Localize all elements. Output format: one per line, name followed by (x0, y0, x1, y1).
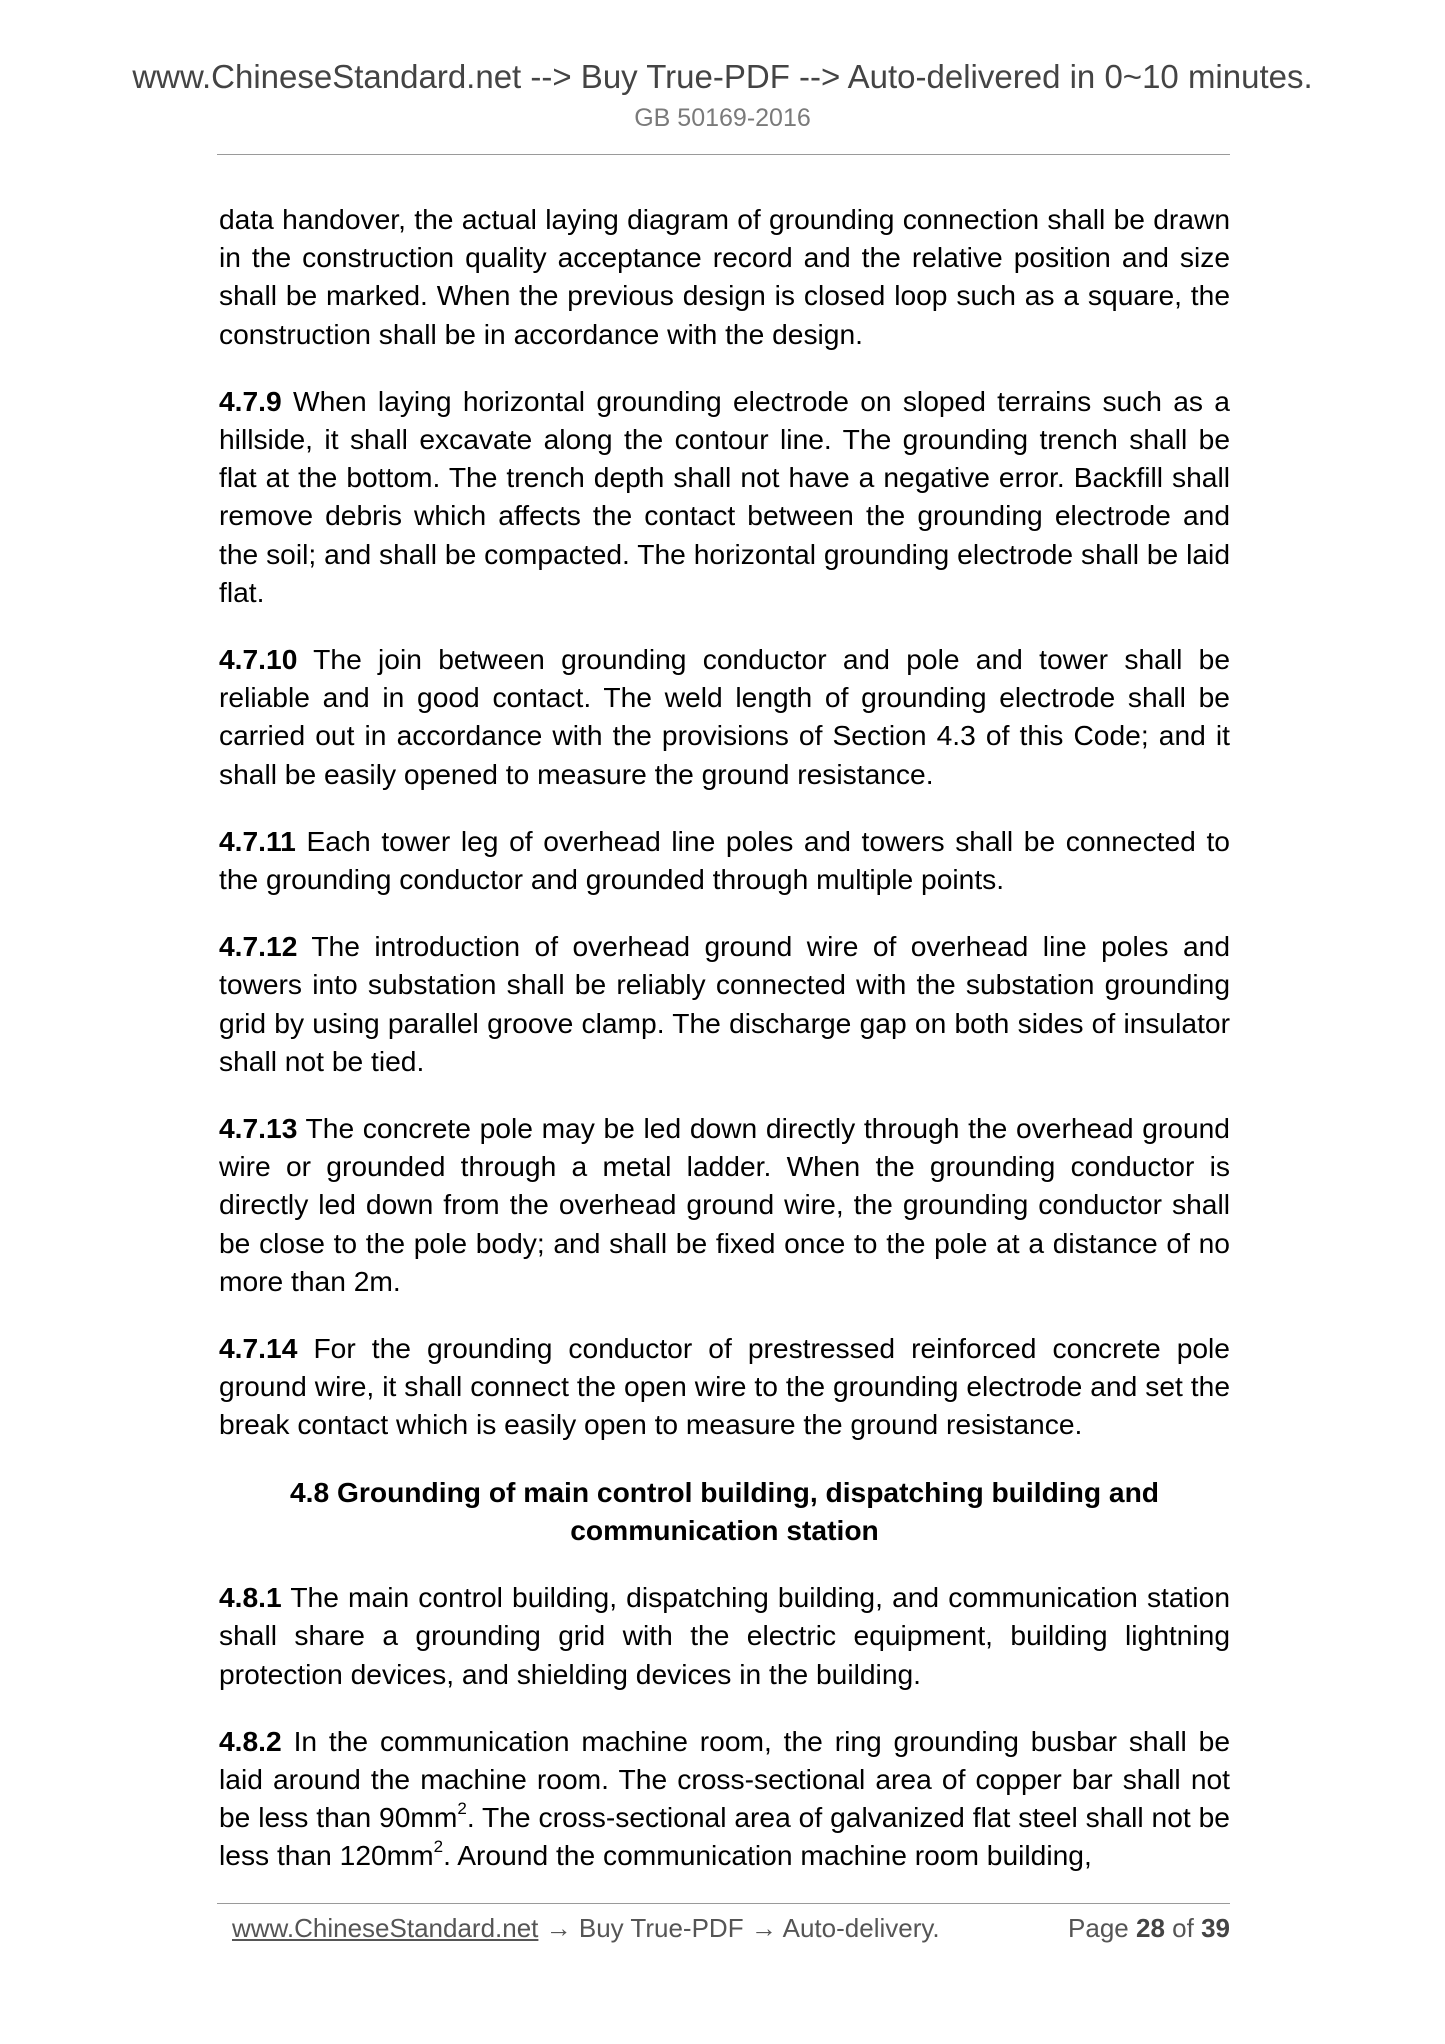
page-label: Page (1068, 1913, 1129, 1943)
clause-number: 4.8.1 (219, 1581, 282, 1614)
superscript: 2 (433, 1836, 444, 1856)
clause-4-7-11 (219, 822, 1230, 898)
clause-number: 4.7.9 (219, 384, 282, 417)
of-label: of (1172, 1913, 1194, 1943)
footer-divider (217, 1903, 1230, 1904)
clause-text: The join between grounding conductor and pole and tower shall be reliable and in good contact. The weld length of grounding electrode shall be carried out in accordance with the provisions of Section 4.3 of this Code; and it shall be easily opened to measure the ground resistance. (219, 643, 1230, 790)
header-banner[interactable]: www.ChineseStandard.net --> Buy True-PDF --> Auto-delivered in 0~10 minutes. (132, 58, 1313, 95)
page-total: 39 (1201, 1913, 1230, 1943)
clause-number: 4.7.13 (219, 1112, 298, 1145)
clause-4-7-10 (219, 640, 1230, 793)
clause-text: In the communication machine room, the ring grounding busbar shall be laid around the machine room. The cross-sectional area of copper bar shall not be less than 90mm (219, 1724, 1230, 1834)
clause-text: The main control building, dispatching building, and communication station shall share a grounding grid with the electric equipment, building lightning protection devices, and shielding devices in the building. (219, 1581, 1230, 1690)
footer-site-link[interactable]: www.ChineseStandard.net (232, 1913, 539, 1943)
clause-4-8-2 (219, 1722, 1230, 1875)
footer-buy-text: Buy True-PDF (578, 1913, 744, 1943)
page-body (219, 200, 1230, 1904)
section-heading-4-8: 4.8 Grounding of main control building, dispatching building and communication station (289, 1475, 1160, 1546)
arrow-icon: → (750, 1913, 777, 1943)
clause-number: 4.8.2 (219, 1724, 282, 1757)
clause-4-7-13 (219, 1109, 1230, 1300)
clause-4-7-9 (219, 382, 1230, 611)
clause-text: . Around the communication machine room building, (443, 1839, 1092, 1872)
clause-number: 4.7.10 (219, 643, 298, 676)
header-divider (217, 154, 1230, 155)
clause-number: 4.7.14 (219, 1332, 298, 1365)
page-footer (232, 1908, 1230, 1948)
clause-text: When laying horizontal grounding electrode on sloped terrains such as a hillside, it shall excavate along the contour line. The grounding trench shall be flat at the bottom. The trench depth shall not have a negative error. Backfill shall remove debris which affects the contact between the grounding electrode and the soil; and shall be compacted. The horizontal grounding electrode shall be laid flat. (219, 384, 1230, 608)
clause-text: For the grounding conductor of prestressed reinforced concrete pole ground wire, it shall connect the open wire to the grounding electrode and set the break contact which is easily open to measure the ground resistance. (219, 1332, 1230, 1441)
page-indicator (1068, 1908, 1230, 1948)
superscript: 2 (457, 1798, 467, 1818)
clause-number: 4.7.11 (219, 824, 296, 857)
clause-4-7-12 (219, 927, 1230, 1080)
footer-delivery-text: Auto-delivery. (782, 1913, 940, 1943)
clause-text: . The cross-sectional area of galvanized flat steel shall not be less than 120mm (219, 1801, 1230, 1872)
clause-text: Each tower leg of overhead line poles and towers shall be connected to the grounding conductor and grounded through multiple points. (219, 824, 1230, 896)
clause-number: 4.7.12 (219, 930, 298, 963)
arrow-icon: → (545, 1913, 572, 1943)
paragraph-continued (219, 200, 1230, 353)
clause-text: The introduction of overhead ground wire of overhead line poles and towers into substation shall be reliably connected with the substation grounding grid by using parallel groove clamp. The discharge gap on both sides of insulator shall not be tied. (219, 930, 1231, 1077)
clause-4-7-14 (219, 1329, 1230, 1444)
paragraph-text: data handover, the actual laying diagram of grounding connection shall be drawn in the construction quality acceptance record and the relative position and size shall be marked. When the previous design is closed loop such as a square, the construction shall be in accordance with the design. (219, 203, 1230, 350)
document-code: GB 50169-2016 (634, 104, 811, 132)
clause-4-8-1 (219, 1578, 1230, 1693)
page-current: 28 (1136, 1913, 1165, 1943)
clause-text: The concrete pole may be led down directly through the overhead ground wire or grounded through a metal ladder. When the grounding conductor is directly led down from the overhead ground wire, the grounding conductor shall be close to the pole body; and shall be fixed once to the pole at a distance of no more than 2m. (219, 1112, 1230, 1297)
